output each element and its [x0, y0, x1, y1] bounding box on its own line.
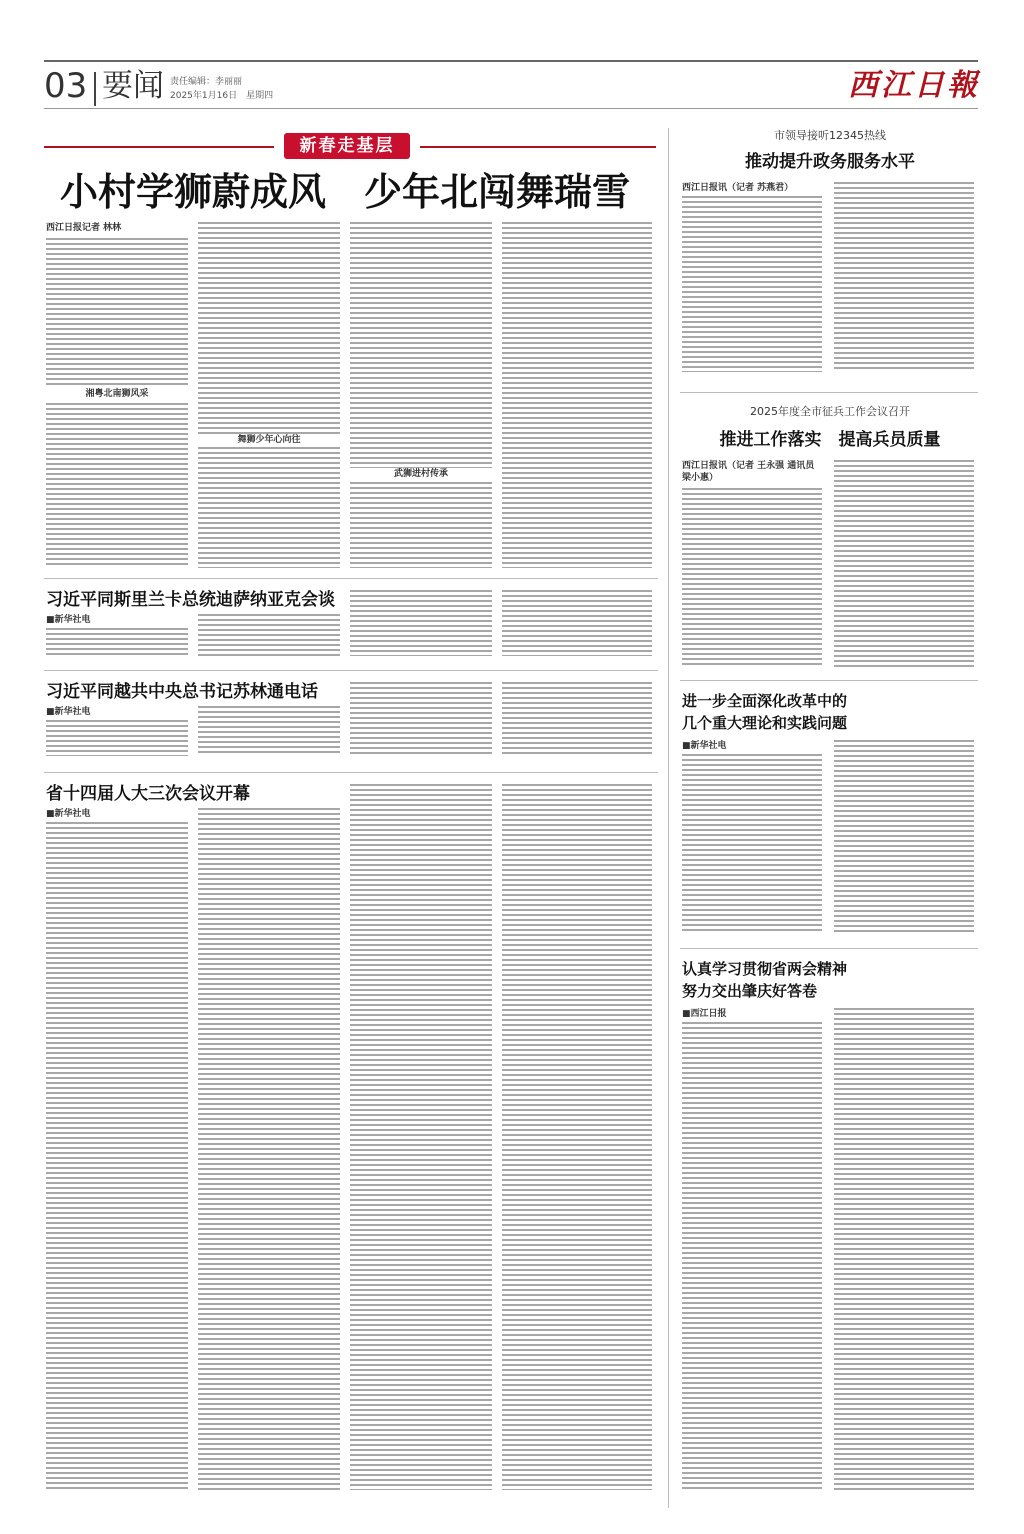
story-text [502, 590, 652, 656]
sidebar-kicker: 市领导接听12345热线 [774, 129, 886, 142]
story-text [198, 808, 340, 1490]
divider [44, 578, 658, 579]
masthead-separator [94, 72, 96, 106]
divider [44, 772, 658, 773]
divider [680, 948, 978, 949]
sidebar-headline: 几个重大理论和实践问题 [682, 714, 848, 732]
divider [44, 670, 658, 671]
story-text [350, 682, 492, 756]
lead-subhead-3: 武狮进村传承 [350, 468, 492, 480]
lead-column-4 [502, 222, 652, 568]
banner-line-left [44, 146, 274, 148]
column-banner: 新春走基层 [284, 133, 410, 159]
story-text [46, 628, 188, 656]
lead-byline: 西江日报记者 林林 [46, 223, 122, 233]
sidebar-text [834, 1008, 974, 1490]
newspaper-logo: 西江日報 [848, 68, 980, 103]
column-divider [668, 128, 669, 1508]
sidebar-kicker: 2025年度全市征兵工作会议召开 [750, 405, 910, 418]
story-text [502, 784, 652, 1490]
story-text [46, 720, 188, 756]
story-byline: ■新华社电 [46, 809, 91, 819]
story-byline: ■新华社电 [46, 707, 91, 717]
story-text [350, 590, 492, 656]
sidebar-text [682, 488, 822, 668]
sidebar-headline: 推动提升政务服务水平 [745, 152, 915, 172]
top-rule [44, 60, 978, 62]
sidebar-text [834, 740, 974, 934]
divider [680, 680, 978, 681]
lead-subhead-2: 舞狮少年心向往 [198, 434, 340, 446]
story-text [46, 822, 188, 1490]
page-number: 03 [44, 66, 88, 106]
story-headline: 习近平同越共中央总书记苏林通电话 [46, 682, 318, 702]
sidebar-text [834, 182, 974, 372]
sidebar-byline: ■新华社电 [682, 741, 727, 751]
editor-line: 责任编辑：李丽丽 [170, 77, 243, 87]
story-text [198, 614, 340, 656]
sidebar-text [682, 754, 822, 934]
sidebar-text [682, 196, 822, 372]
sidebar-headline: 认真学习贯彻省两会精神 [682, 960, 848, 978]
masthead-rule [44, 108, 978, 109]
sidebar-text [834, 460, 974, 668]
sidebar-byline: 西江日报讯（记者 苏燕君） [682, 183, 794, 193]
divider [680, 392, 978, 393]
sidebar-headline: 努力交出肇庆好答卷 [682, 982, 818, 1000]
story-byline: ■新华社电 [46, 615, 91, 625]
sidebar-byline: ■西江日报 [682, 1009, 727, 1019]
date-line: 2025年1月16日 星期四 [170, 91, 274, 101]
sidebar-headline: 推进工作落实 提高兵员质量 [719, 430, 941, 450]
lead-column-1 [46, 238, 188, 568]
sidebar-byline: 西江日报讯（记者 王永强 通讯员 梁小惠） [682, 461, 815, 483]
story-text [502, 682, 652, 756]
lead-column-2 [198, 222, 340, 568]
sidebar-headline: 进一步全面深化改革中的 [682, 692, 848, 710]
lead-column-3 [350, 222, 492, 568]
lead-subhead-1: 湘粤北南狮风采 [46, 388, 188, 400]
section-title: 要闻 [102, 68, 164, 104]
lead-headline: 小村学狮蔚成风 少年北闯舞瑞雪 [60, 169, 631, 214]
story-text [198, 706, 340, 756]
story-headline: 习近平同斯里兰卡总统迪萨纳亚克会谈 [46, 590, 335, 610]
story-headline: 省十四届人大三次会议开幕 [46, 784, 250, 804]
banner-line-right [420, 146, 656, 148]
sidebar-text [682, 1022, 822, 1490]
story-text [350, 784, 492, 1490]
